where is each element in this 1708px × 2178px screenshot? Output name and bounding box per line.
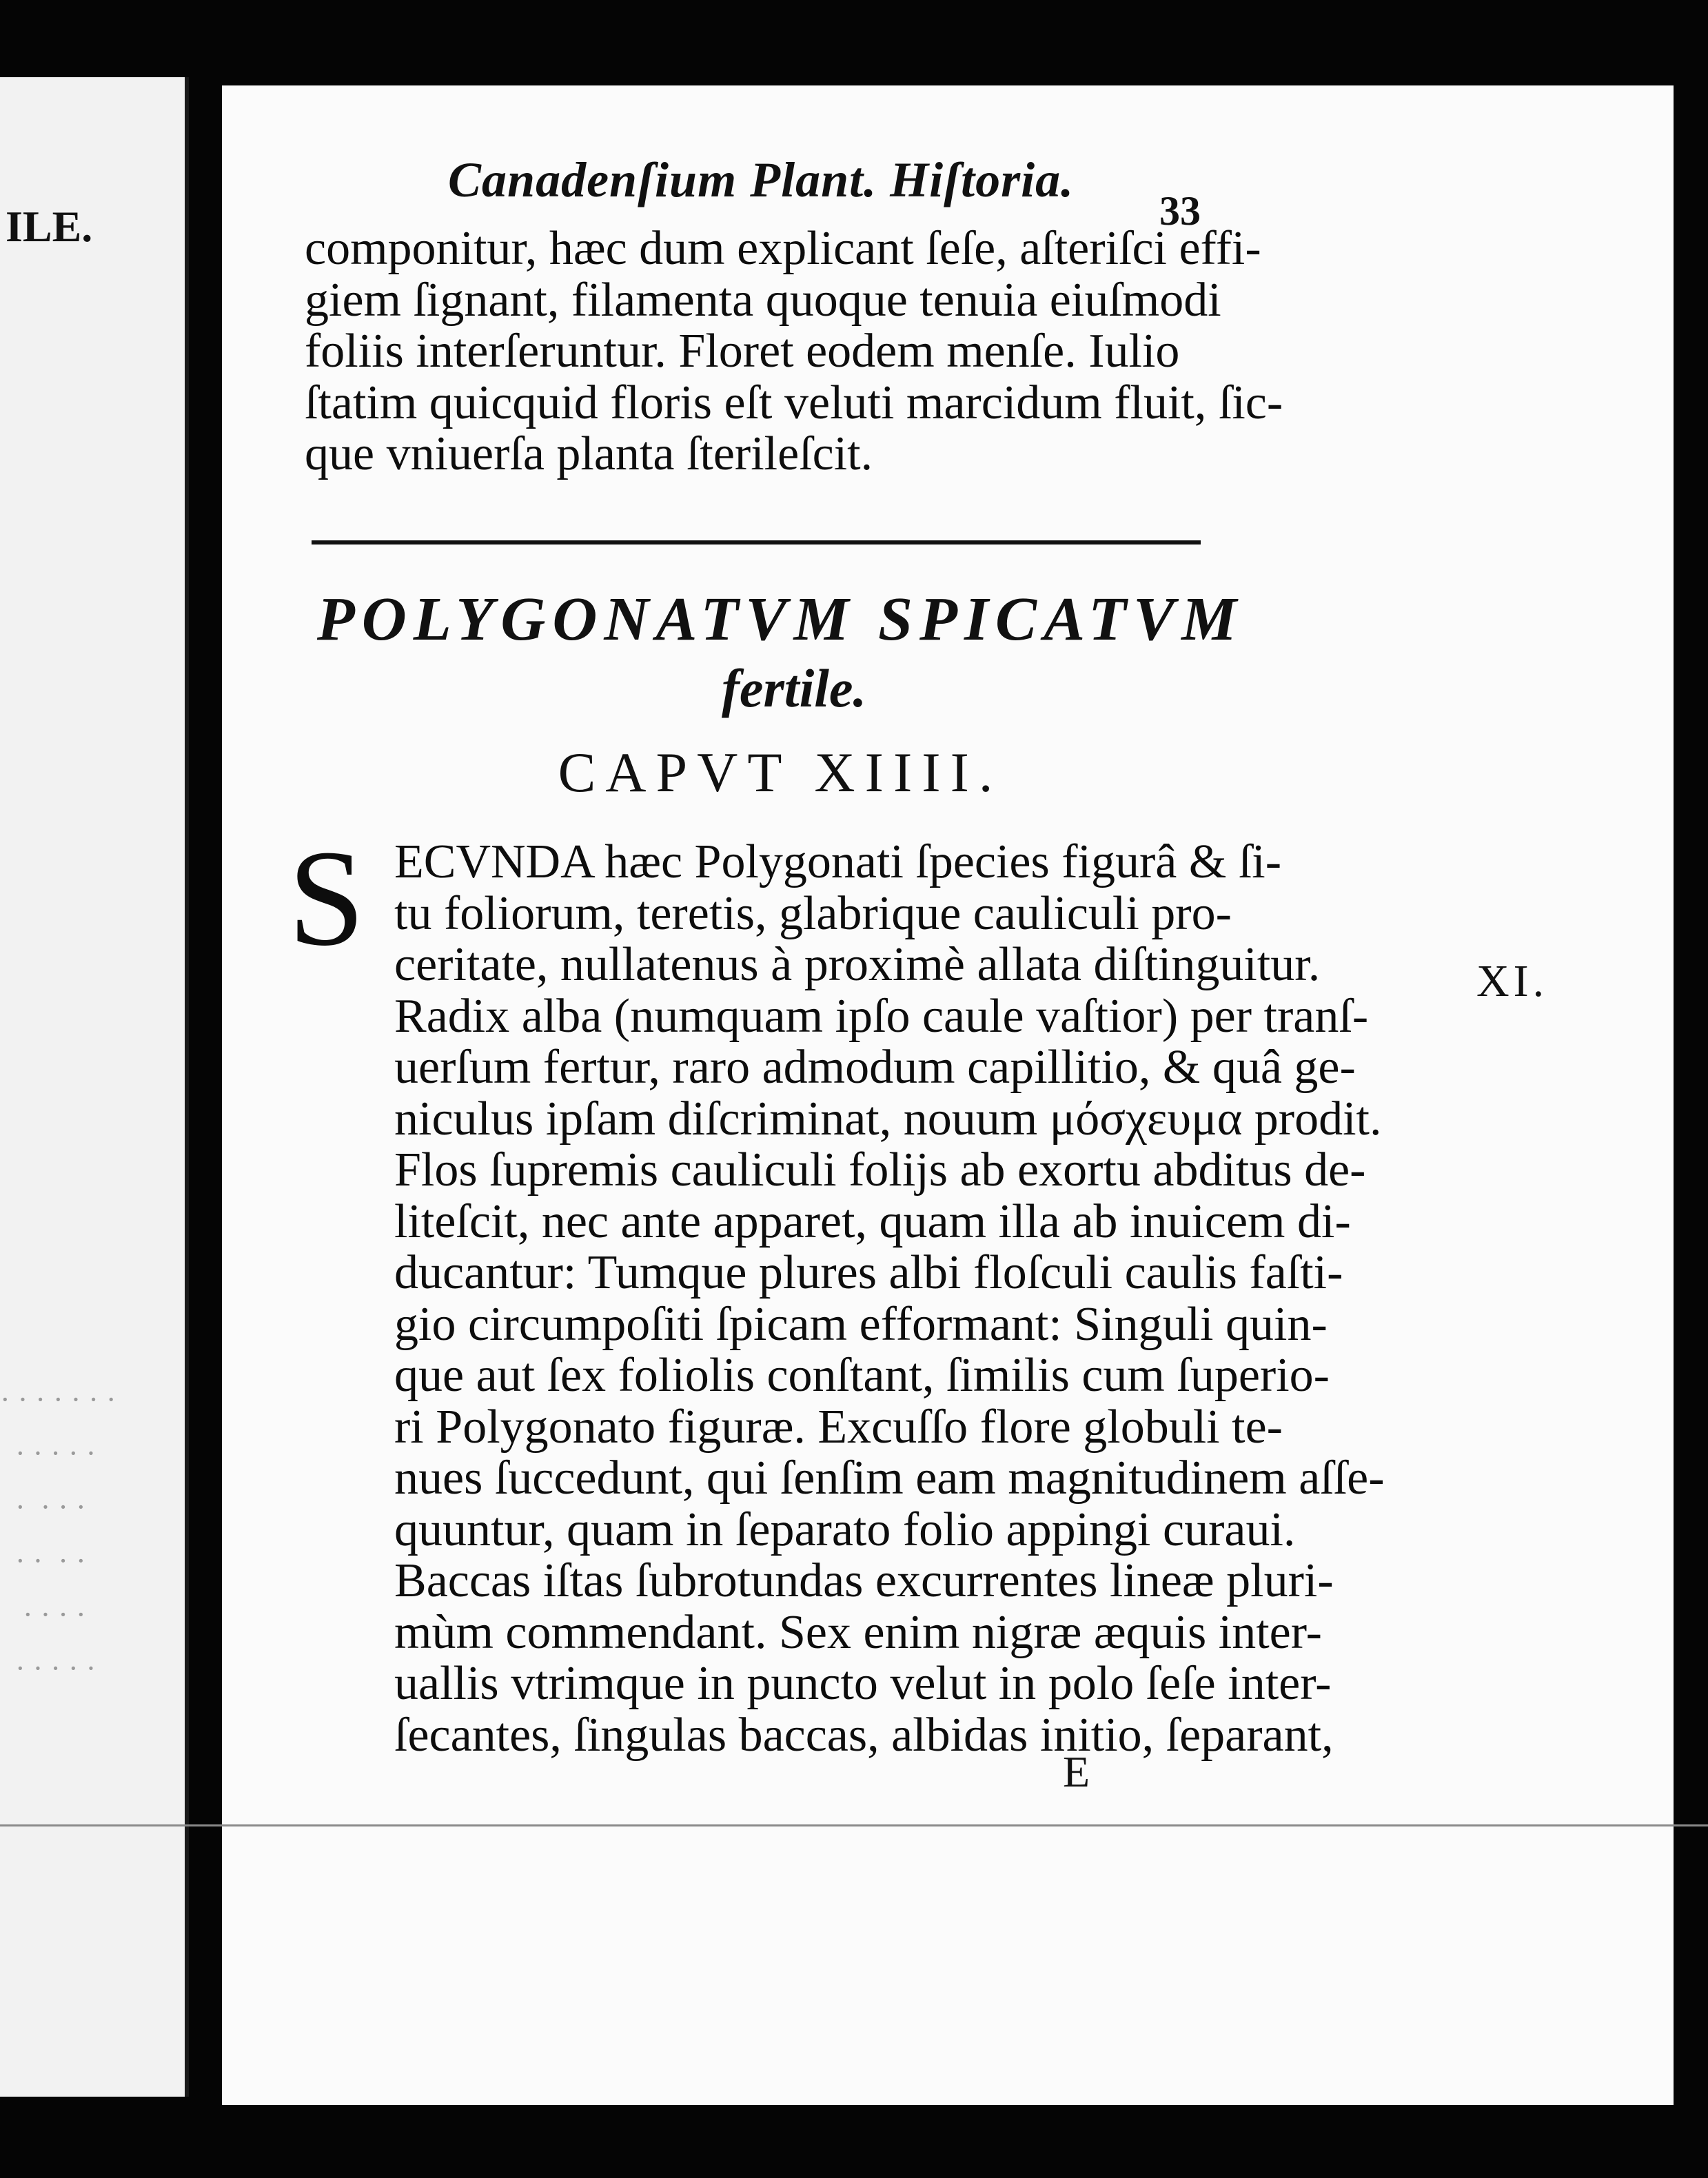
bleedthrough-line: · · · ·: [0, 1490, 86, 1524]
facing-page-bleedthrough: [0, 1373, 138, 1696]
text-line: gio circumpoſiti ſpicam efformant: Singuli quin-: [394, 1297, 1328, 1351]
text-line: que aut ſex foliolis conſtant, ſimilis cum ſuperio-: [394, 1349, 1330, 1402]
text-line: uallis vtrimque in puncto velut in polo ſeſe inter-: [394, 1657, 1332, 1710]
drop-cap: S: [288, 822, 365, 975]
text-line: niculus ipſam diſcriminat, nouum μόσχευμα prodit.: [394, 1092, 1382, 1146]
heading-title: POLYGONATVM SPICATVM: [316, 585, 1244, 653]
heading-subtitle: fertile.: [721, 658, 867, 718]
bleedthrough-line: · · · · ·: [0, 1651, 96, 1685]
section-divider: [312, 540, 1201, 544]
running-title: Canadenſium Plant. Hiſtoria.: [448, 152, 1075, 207]
body-paragraph: [394, 837, 1428, 1761]
text-line: foliis interſeruntur. Floret eodem menſe. Iulio: [305, 325, 1180, 378]
text-line: liteſcit, nec ante apparet, quam illa ab inuicem di-: [394, 1194, 1351, 1248]
text-line: que vniuerſa planta ſterileſcit.: [305, 427, 873, 480]
facing-page-heading-fragment: ILE.: [6, 202, 93, 251]
bleedthrough-line: · · · · · · ·: [0, 1383, 116, 1416]
text-line: ſecantes, ſingulas baccas, albidas initio, ſeparant,: [394, 1708, 1334, 1762]
signature-mark: E: [1063, 1747, 1090, 1796]
text-line: nues ſuccedunt, qui ſenſim eam magnitudinem aſſe-: [394, 1452, 1385, 1505]
text-line: Radix alba (numquam ipſo caule vaſtior) per tranſ-: [394, 989, 1369, 1043]
text-line: quuntur, quam in ſeparato folio appingi curaui.: [394, 1503, 1296, 1556]
intro-paragraph: [305, 223, 1490, 480]
margin-note: XI.: [1476, 956, 1549, 1006]
text-line: ſtatim quicquid floris eſt veluti marcidum fluit, ſic-: [305, 376, 1283, 429]
text-line: ECVNDA hæc Polygonati ſpecies figurâ & ſi-: [394, 835, 1282, 888]
scan-artifact-line: [0, 1824, 1708, 1826]
text-line: mùm commendant. Sex enim nigræ æquis inter-: [394, 1605, 1322, 1659]
text-line: giem ſignant, filamenta quoque tenuia eiuſmodi: [305, 273, 1221, 327]
text-line: Flos ſupremis cauliculi folijs ab exortu abditus de-: [394, 1143, 1366, 1197]
facing-page-fragment: [0, 77, 189, 2097]
text-line: Baccas iſtas ſubrotundas excurrentes lineæ pluri-: [394, 1554, 1334, 1607]
text-line: tu foliorum, teretis, glabrique cauliculi pro-: [394, 886, 1232, 940]
section-heading: [298, 582, 1263, 720]
book-page: [222, 85, 1674, 2105]
text-line: componitur, hæc dum explicant ſeſe, aſteriſci effi-: [305, 222, 1261, 275]
text-line: uerſum fertur, raro admodum capillitio, & quâ ge-: [394, 1041, 1356, 1094]
text-line: ducantur: Tumque plures albi floſculi caulis faſti-: [394, 1246, 1343, 1299]
chapter-title: CAPVT XIIII.: [558, 741, 1003, 804]
text-line: ri Polygonato figuræ. Excuſſo flore globuli te-: [394, 1400, 1283, 1454]
page-number: 33: [1159, 188, 1201, 234]
bleedthrough-line: · · · · ·: [0, 1436, 96, 1470]
text-line: ceritate, nullatenus à proximè allata diſtinguitur.: [394, 938, 1321, 991]
bleedthrough-line: · · · ·: [0, 1598, 86, 1631]
bleedthrough-line: · · · ·: [0, 1544, 86, 1578]
